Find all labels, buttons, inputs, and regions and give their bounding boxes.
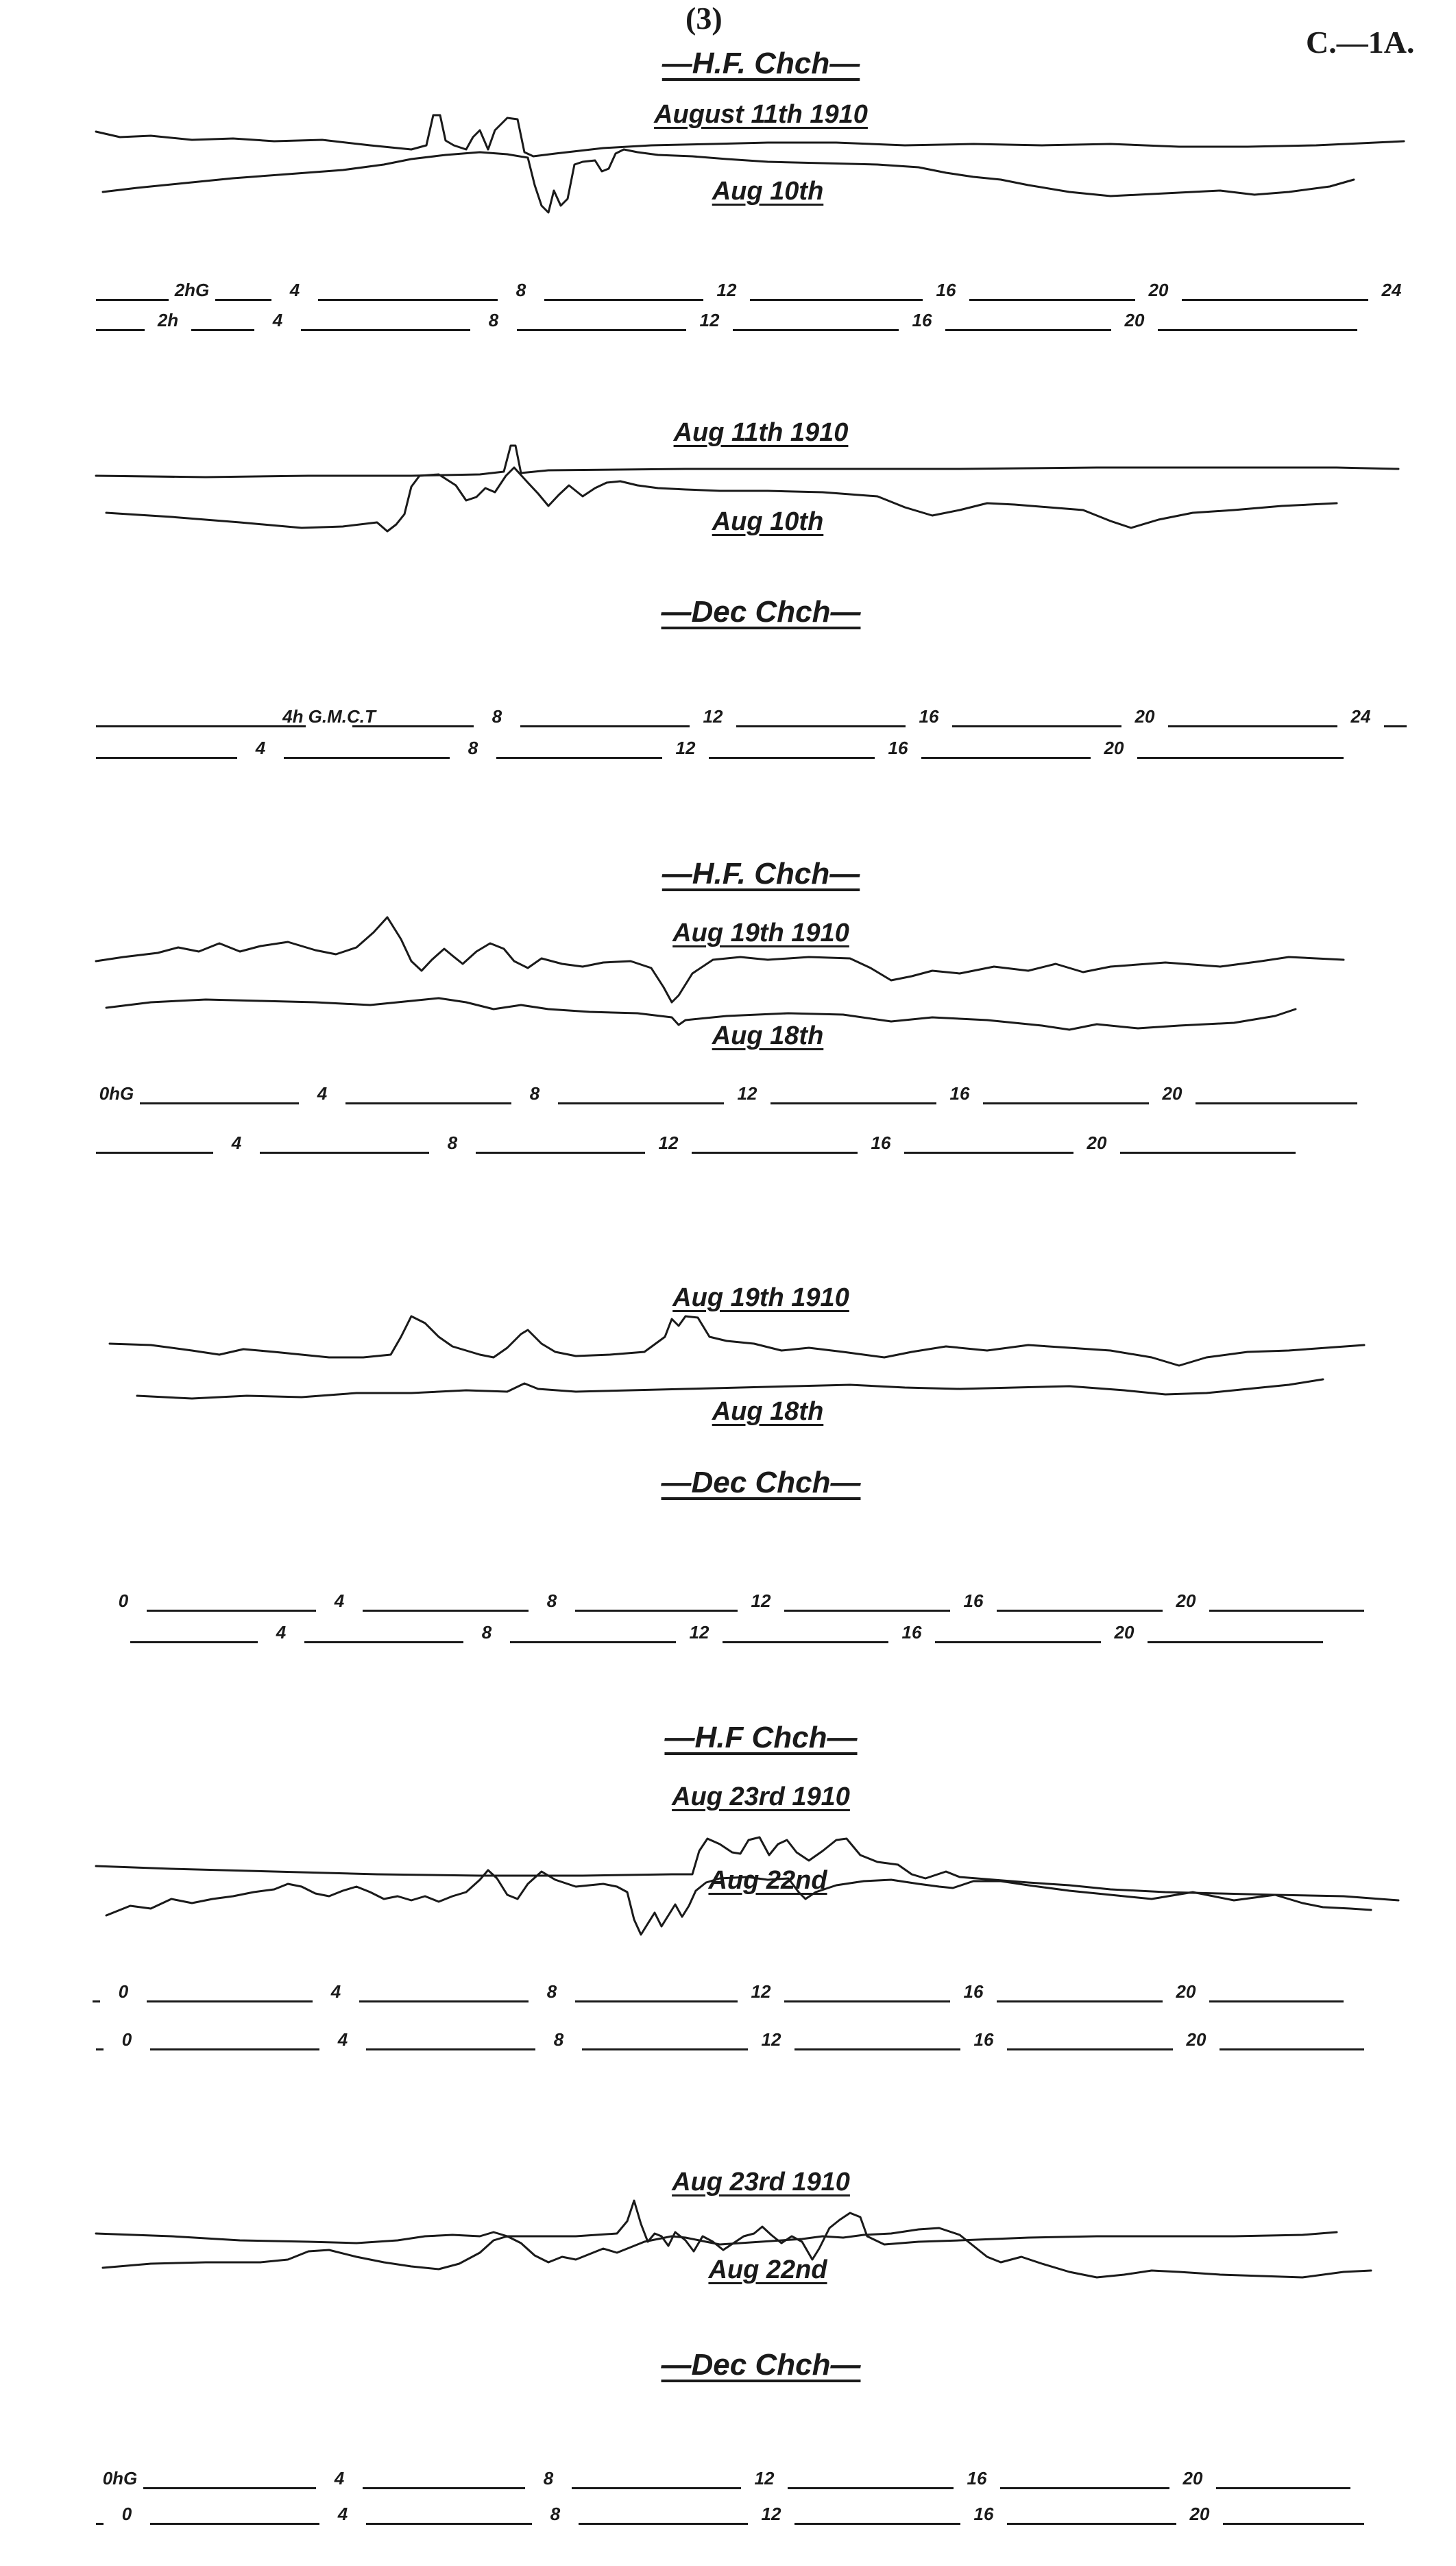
scale-tick-label: 16: [919, 706, 939, 727]
scale-tick-label: 8: [447, 1133, 458, 1153]
scale-line-segment: [794, 2523, 960, 2525]
scale-tick-label: 4: [231, 1133, 242, 1153]
title-dec-3: —Dec Chch—: [661, 2348, 861, 2382]
date-label-aug11: August 11th 1910: [654, 100, 868, 129]
scale-tick-label: 20: [1114, 1622, 1135, 1643]
scale-line-segment: [96, 299, 169, 301]
scale-line-segment: [794, 2048, 960, 2050]
scale-tick-label: 20: [1104, 738, 1124, 758]
title-hf-2: —H.F. Chch—: [662, 857, 860, 891]
scale-line-segment: [191, 329, 254, 331]
scale-tick-label: 8: [529, 1083, 540, 1104]
scale-line-segment: [1209, 2000, 1344, 2002]
scale-tick-label: 0hG: [99, 1083, 134, 1104]
scale-line-segment: [921, 757, 1091, 759]
scale-tick-label: 8: [492, 706, 502, 727]
date-label-aug18: Aug 18th: [712, 1021, 824, 1050]
scale-tick-label: 20: [1135, 706, 1155, 727]
scale-tick-label: 8: [468, 738, 478, 758]
scale-tick-label: 4: [330, 1981, 341, 2002]
scale-line-segment: [96, 757, 237, 759]
scale-tick-label: 4: [289, 280, 300, 300]
scale-line-segment: [771, 1102, 936, 1104]
trace-dec-aug11: [96, 446, 1398, 477]
scale-line-segment: [1158, 329, 1357, 331]
scale-tick-label: 20: [1176, 1590, 1196, 1611]
scale-line-segment: [983, 1102, 1149, 1104]
scale-line-segment: [945, 329, 1111, 331]
scale-tick-label: 4: [337, 2504, 348, 2524]
scale-tick-label: 8: [546, 1981, 557, 2002]
scale-tick-label: 8: [553, 2029, 564, 2050]
scale-line-segment: [363, 1610, 529, 1612]
title-dec-2: —Dec Chch—: [661, 1466, 861, 1499]
scale-line-segment: [366, 2523, 532, 2525]
scale-tick-label: 4: [255, 738, 266, 758]
scale-tick-label: 2h: [157, 310, 179, 330]
scale-tick-label: 4h G.M.C.T: [282, 706, 376, 727]
scale-line-segment: [788, 2487, 954, 2489]
trace-hf-aug10: [103, 149, 1354, 213]
trace-hf-aug19: [96, 917, 1344, 1002]
scale-line-segment: [784, 2000, 950, 2002]
scale-line-segment: [215, 299, 271, 301]
scale-line-segment: [304, 1641, 463, 1643]
scale-tick-label: 16: [888, 738, 908, 758]
scale-tick-label: 12: [761, 2504, 781, 2524]
scale-line-segment: [582, 2048, 748, 2050]
date-label-aug10: Aug 10th: [712, 507, 824, 536]
scale-line-segment: [318, 299, 498, 301]
scale-line-segment: [366, 2048, 535, 2050]
scale-tick-label: 0: [118, 1590, 129, 1611]
scale-line-segment: [1000, 2487, 1169, 2489]
scale-tick-label: 12: [703, 706, 723, 727]
date-label-aug10: Aug 10th: [712, 177, 824, 206]
scale-tick-label: 0: [121, 2504, 132, 2524]
scale-tick-label: 12: [658, 1133, 679, 1153]
scale-line-segment: [363, 2487, 525, 2489]
scale-line-segment: [510, 1641, 676, 1643]
scale-line-segment: [544, 299, 703, 301]
scale-tick-label: 20: [1148, 280, 1169, 300]
title-hf-3: —H.F Chch—: [664, 1721, 858, 1754]
scale-line-segment: [1209, 1610, 1364, 1612]
scale-tick-label: 4: [272, 310, 283, 330]
document-code: C.—1A.: [1306, 25, 1415, 60]
scale-line-segment: [93, 2000, 100, 2002]
scale-line-segment: [1216, 2487, 1350, 2489]
scale-tick-label: 4: [334, 2468, 345, 2489]
scale-tick-label: 16: [963, 1981, 984, 2002]
scale-tick-label: 8: [481, 1622, 492, 1643]
scale-tick-label: 16: [936, 280, 956, 300]
scale-tick-label: 0hG: [102, 2468, 138, 2489]
scale-line-segment: [1007, 2048, 1173, 2050]
scale-tick-label: 24: [1350, 706, 1371, 727]
scale-tick-label: 2hG: [174, 280, 210, 300]
scale-line-segment: [750, 299, 923, 301]
date-label-aug23: Aug 23rd 1910: [672, 1782, 850, 1811]
scale-line-segment: [558, 1102, 724, 1104]
scale-tick-label: 4: [317, 1083, 328, 1104]
scale-tick-label: 20: [1189, 2504, 1210, 2524]
scale-line-segment: [575, 1610, 738, 1612]
scale-line-segment: [1384, 725, 1407, 727]
scale-line-segment: [969, 299, 1135, 301]
trace-hf-aug11: [96, 115, 1404, 156]
trace-hf-aug22: [106, 1870, 1371, 1935]
scale-line-segment: [359, 2000, 529, 2002]
scale-line-segment: [1196, 1102, 1357, 1104]
scale-tick-label: 12: [689, 1622, 709, 1643]
title-dec-1: —Dec Chch—: [661, 595, 861, 629]
trace-dec-aug10: [106, 468, 1337, 531]
scale-tick-label: 12: [751, 1981, 771, 2002]
scale-line-segment: [260, 1152, 429, 1154]
scale-line-segment: [784, 1610, 950, 1612]
scale-tick-label: 16: [967, 2468, 987, 2489]
scale-tick-label: 16: [901, 1622, 922, 1643]
scale-tick-label: 16: [912, 310, 932, 330]
scale-line-segment: [96, 725, 306, 727]
scale-line-segment: [143, 2487, 316, 2489]
scale-tick-label: 8: [543, 2468, 554, 2489]
scale-line-segment: [723, 1641, 888, 1643]
scale-line-segment: [575, 2000, 738, 2002]
scale-tick-label: 16: [949, 1083, 970, 1104]
scale-tick-label: 20: [1162, 1083, 1182, 1104]
scale-tick-label: 8: [546, 1590, 557, 1611]
scale-line-segment: [520, 725, 690, 727]
scale-line-segment: [709, 757, 875, 759]
trace-hf-aug23: [96, 1837, 1398, 1900]
scale-line-segment: [904, 1152, 1073, 1154]
scale-line-segment: [572, 2487, 741, 2489]
date-label-aug22: Aug 22nd: [708, 2255, 827, 2284]
scale-line-segment: [935, 1641, 1101, 1643]
scale-line-segment: [1182, 299, 1368, 301]
scale-tick-label: 4: [337, 2029, 348, 2050]
scale-tick-label: 4: [334, 1590, 345, 1611]
date-label-aug19: Aug 19th 1910: [672, 1283, 849, 1312]
scale-tick-label: 12: [754, 2468, 775, 2489]
scale-tick-label: 8: [550, 2504, 561, 2524]
scale-tick-label: 8: [515, 280, 526, 300]
trace-dec-aug18: [137, 1379, 1323, 1399]
scale-line-segment: [301, 329, 470, 331]
scale-tick-label: 20: [1176, 1981, 1196, 2002]
scale-line-segment: [345, 1102, 511, 1104]
scale-line-segment: [1137, 757, 1344, 759]
scale-line-segment: [150, 2523, 319, 2525]
scale-tick-label: 12: [737, 1083, 757, 1104]
scale-line-segment: [692, 1152, 858, 1154]
date-label-aug18: Aug 18th: [712, 1397, 824, 1426]
scale-line-segment: [476, 1152, 645, 1154]
scale-line-segment: [96, 1152, 213, 1154]
page-number: (3): [685, 1, 723, 36]
scale-tick-label: 20: [1186, 2029, 1206, 2050]
scale-line-segment: [733, 329, 899, 331]
scale-tick-label: 12: [675, 738, 696, 758]
scale-line-segment: [517, 329, 686, 331]
scale-line-segment: [1148, 1641, 1323, 1643]
scale-tick-label: 20: [1182, 2468, 1203, 2489]
scale-tick-label: 0: [118, 1981, 129, 2002]
trace-dec-aug19: [110, 1316, 1364, 1366]
scale-tick-label: 12: [761, 2029, 781, 2050]
scale-tick-label: 16: [973, 2029, 994, 2050]
scale-line-segment: [150, 2048, 319, 2050]
scale-line-segment: [1120, 1152, 1296, 1154]
scale-tick-label: 12: [716, 280, 737, 300]
date-label-aug23: Aug 23rd 1910: [672, 2168, 850, 2196]
scale-tick-label: 0: [121, 2029, 132, 2050]
scale-line-segment: [496, 757, 662, 759]
scale-line-segment: [736, 725, 906, 727]
scale-tick-label: 16: [963, 1590, 984, 1611]
scale-line-segment: [997, 1610, 1163, 1612]
scale-line-segment: [130, 1641, 258, 1643]
scale-line-segment: [579, 2523, 748, 2525]
scale-line-segment: [284, 757, 450, 759]
scale-tick-label: 16: [871, 1133, 891, 1153]
scale-line-segment: [96, 2523, 104, 2525]
trace-hf-aug18: [106, 998, 1296, 1030]
date-label-aug19: Aug 19th 1910: [672, 919, 849, 947]
scale-line-segment: [952, 725, 1121, 727]
scale-line-segment: [147, 1610, 316, 1612]
trace-dec-aug23: [96, 2201, 1337, 2260]
scale-line-segment: [147, 2000, 313, 2002]
scale-line-segment: [96, 329, 145, 331]
scale-line-segment: [1220, 2048, 1364, 2050]
scale-line-segment: [997, 2000, 1163, 2002]
scale-tick-label: 16: [973, 2504, 994, 2524]
scale-tick-label: 20: [1124, 310, 1145, 330]
scale-tick-label: 4: [276, 1622, 287, 1643]
scale-tick-label: 12: [751, 1590, 771, 1611]
scale-tick-label: 8: [488, 310, 499, 330]
scale-tick-label: 20: [1087, 1133, 1107, 1153]
scale-line-segment: [1168, 725, 1337, 727]
scale-tick-label: 12: [699, 310, 720, 330]
scale-line-segment: [1007, 2523, 1176, 2525]
scale-line-segment: [140, 1102, 299, 1104]
date-label-aug11: Aug 11th 1910: [673, 418, 849, 447]
date-label-aug22: Aug 22nd: [708, 1866, 827, 1895]
scale-line-segment: [96, 2048, 104, 2050]
title-hf-1: —H.F. Chch—: [662, 47, 860, 80]
scale-line-segment: [1223, 2523, 1364, 2525]
scale-tick-label: 24: [1381, 280, 1402, 300]
